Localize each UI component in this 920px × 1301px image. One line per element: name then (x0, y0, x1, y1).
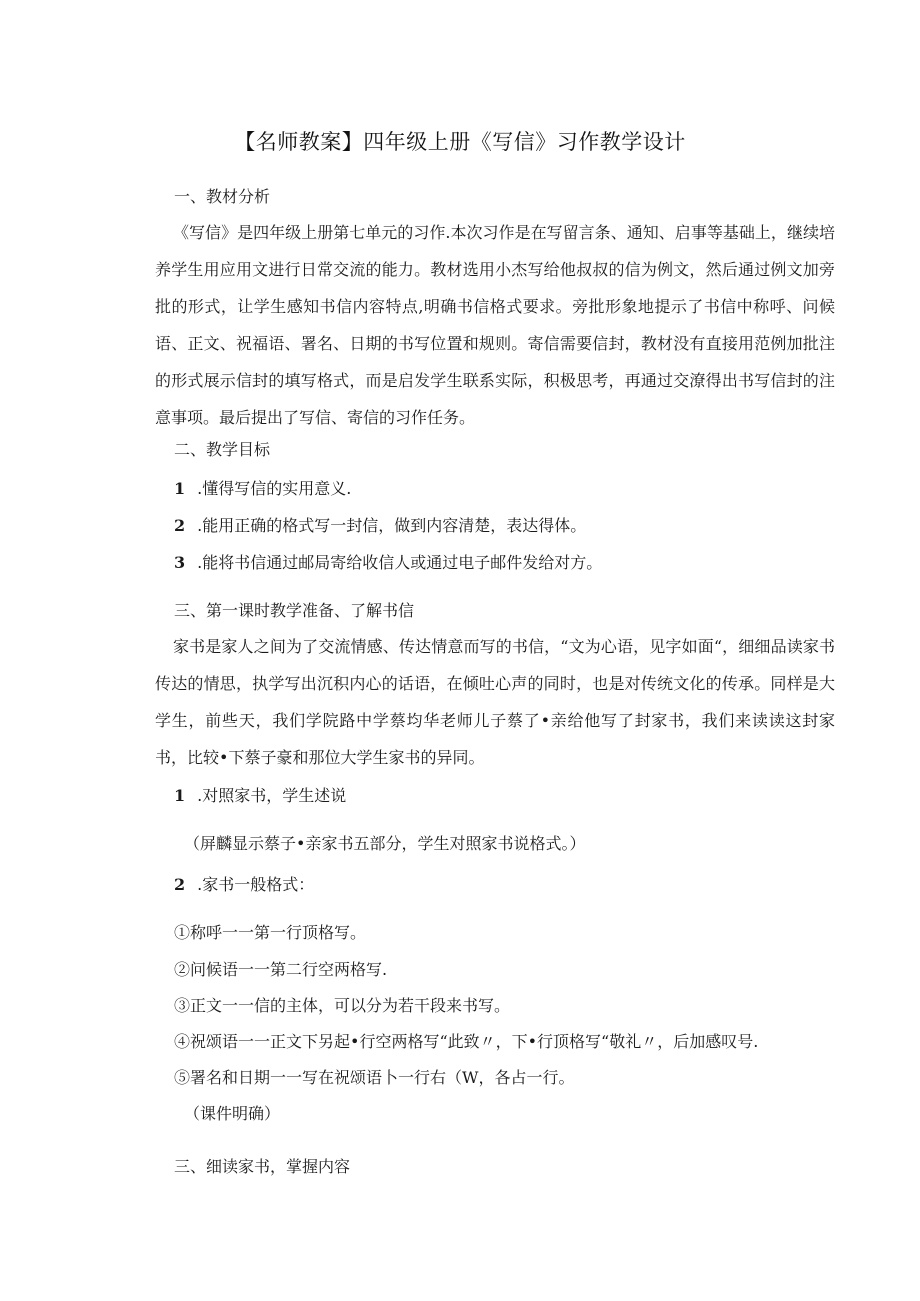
step-number: 2 (174, 875, 186, 894)
document-title: 【名师教案】四年级上册《写信》习作教学设计 (234, 130, 686, 154)
section-heading-goals: 二、教学目标 (174, 440, 271, 459)
format-item: ③正文一一信的主体，可以分为若干段来书写。 (174, 996, 511, 1015)
paragraph-family-letter: 家书是家人之间为了交流情感、传达情意而写的书信，“文为心语，见字如面“，细细品读家书传达的情思，执学写出沉积内心的话语，在倾吐心声的同时，也是对传统文化的传承。同样是大学生，前些天，我们学院路中学蔡均华老师儿子蔡了•亲给他写了封家书，我们来读读这封家书，比较•下蔡子豪和那位大学生家书的异同。 (155, 637, 835, 767)
step-number: 1 (174, 786, 186, 805)
format-item: ⑤署名和日期一一写在祝颂语卜一行右（W，各占一行。 (174, 1068, 575, 1087)
format-item: ①称呼一一第一行顶格写。 (174, 923, 367, 942)
section-heading-preparation: 三、第一课时教学准备、了解书信 (174, 601, 415, 620)
section-heading-analysis: 一、教材分析 (174, 187, 271, 206)
goal-item (174, 479, 351, 499)
goal-item (174, 553, 602, 573)
goal-text: .懂得写信的实用意义. (197, 479, 352, 498)
screen-note: （屏麟显示蔡子•亲家书五部分，学生对照家书说格式。） (184, 834, 586, 853)
goal-number: 3 (174, 553, 186, 572)
format-item: ④祝颂语一一正文下另起•行空两格写“此致〃，下•行顶格写“敬礼〃，后加感叹号. (174, 1032, 759, 1051)
section-heading-reading: 三、细读家书，掌握内容 (174, 1157, 351, 1176)
step-item (174, 875, 314, 895)
goal-text: .能用正确的格式写一封信，做到内容清楚，表达得体。 (197, 516, 587, 535)
format-item: ②问候语一一第二行空两格写. (174, 960, 388, 979)
courseware-note: （课件明确） (184, 1104, 281, 1123)
goal-item (174, 516, 586, 536)
goal-number: 1 (174, 479, 186, 498)
paragraph-analysis: 《写信》是四年级上册第七单元的习作.本次习作是在写留言条、通知、启事等基础上，继续培养学生用应用文进行日常交流的能力。教材选用小杰写给他叔叔的信为例文，然后通过例文加旁批的形式，让学生感知书信内容特点,明确书信格式要求。旁批形象地提示了书信中称呼、问候语、正文、祝福语、署名、日期的书写位置和规则。寄信需要信封，教材没有直接用范例加批注的形式展示信封的填写格式，而是启发学生联系实际，积极思考，再通过交潦得出书写信封的注意事项。最后提出了写信、寄信的习作任务。 (155, 223, 835, 427)
step-item (174, 786, 346, 806)
goal-number: 2 (174, 516, 186, 535)
step-text: .对照家书，学生述说 (197, 786, 347, 805)
step-text: .家书一般格式： (197, 875, 315, 894)
goal-text: .能将书信通过邮局寄给收信人或通过电子邮件发给对方。 (197, 553, 603, 572)
